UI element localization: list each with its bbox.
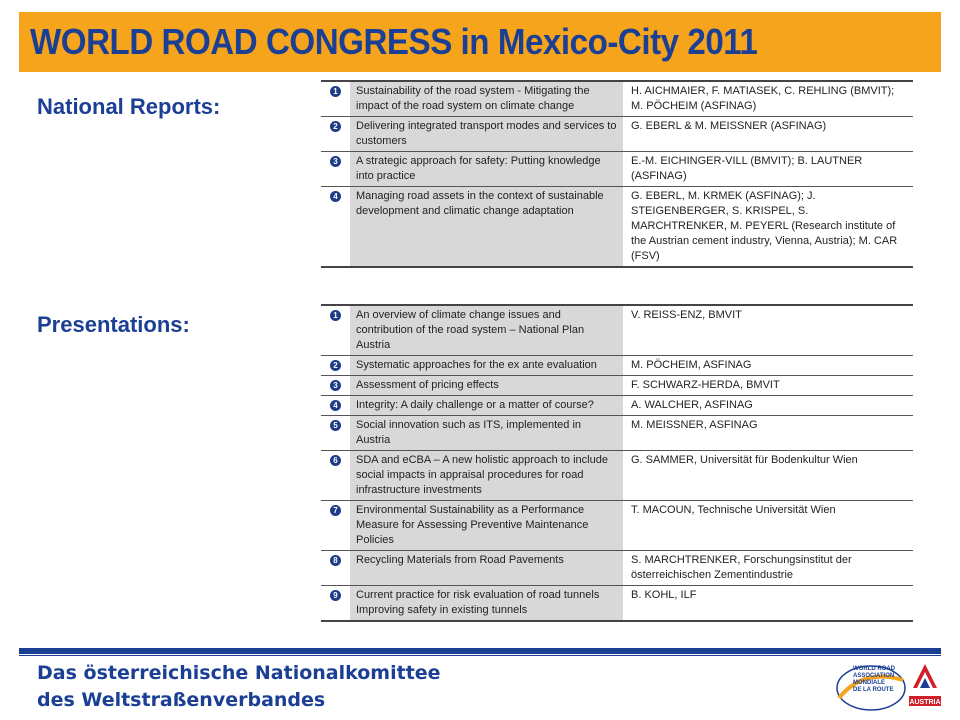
- logo-text-3: MONDIALE: [853, 680, 885, 686]
- report-row: [321, 82, 913, 117]
- author-cell: M. PÖCHEIM, ASFINAG: [631, 359, 752, 371]
- author-cell: S. MARCHTRENKER, Forschungsinstitut der österreichischen Zementindustrie: [631, 554, 852, 581]
- presentation-row: [321, 306, 913, 356]
- national-reports-label: National Reports:: [37, 94, 221, 119]
- presentation-row: [321, 551, 913, 586]
- row-number-cell: [321, 117, 350, 151]
- topic-cell: Sustainability of the road system - Mitigating the impact of the road system on climate change: [350, 82, 623, 116]
- row-number-cell: [321, 82, 350, 116]
- topic-cell: Systematic approaches for the ex ante evaluation: [350, 356, 623, 375]
- title-bar: [19, 12, 941, 72]
- row-number-cell: [321, 187, 350, 266]
- footer-line-1: Das österreichische Nationalkomittee: [37, 662, 441, 684]
- presentations-label: Presentations:: [37, 312, 190, 337]
- logo-text-4: DE LA ROUTE: [853, 687, 894, 693]
- austria-label: AUSTRIA: [909, 699, 941, 706]
- presentation-row: [321, 501, 913, 551]
- topic-cell: An overview of climate change issues and contribution of the road system – National Plan Austria: [350, 306, 623, 355]
- topic-cell: Assessment of pricing effects: [350, 376, 623, 395]
- author-cell: B. KOHL, ILF: [631, 589, 697, 601]
- presentation-row: [321, 451, 913, 501]
- row-number-cell: [321, 356, 350, 375]
- row-number-cell: [321, 152, 350, 186]
- row-number-badge: 3: [330, 156, 341, 167]
- topic-cell: SDA and eCBA – A new holistic approach to include social impacts in appraisal procedures for road infrastructure investments: [350, 451, 623, 500]
- row-number-badge: 9: [330, 590, 341, 601]
- logo-text-1: WORLD ROAD: [853, 666, 895, 672]
- topic-cell: Integrity: A daily challenge or a matter of course?: [350, 396, 623, 415]
- row-number-cell: [321, 416, 350, 450]
- footer-org-name: [37, 660, 441, 714]
- row-number-badge: 5: [330, 420, 341, 431]
- author-cell: E.-M. EICHINGER-VILL (BMVIT); B. LAUTNER (ASFINAG): [631, 155, 863, 182]
- topic-cell: A strategic approach for safety: Putting knowledge into practice: [350, 152, 623, 186]
- author-cell: F. SCHWARZ-HERDA, BMVIT: [631, 379, 780, 391]
- row-number-badge: 2: [330, 360, 341, 371]
- author-cell: T. MACOUN, Technische Universität Wien: [631, 504, 836, 516]
- report-row: [321, 152, 913, 187]
- topic-cell: Social innovation such as ITS, implemented in Austria: [350, 416, 623, 450]
- logo-text-2: ASSOCIATION: [853, 673, 895, 679]
- logo-graphic: [833, 658, 943, 714]
- row-number-badge: 7: [330, 505, 341, 516]
- author-cell: M. MEISSNER, ASFINAG: [631, 419, 758, 431]
- report-row: [321, 117, 913, 152]
- presentation-row: [321, 396, 913, 416]
- row-number-badge: 1: [330, 86, 341, 97]
- topic-cell: Managing road assets in the context of sustainable development and climatic change adaptation: [350, 187, 623, 266]
- author-cell: H. AICHMAIER, F. MATIASEK, C. REHLING (BMVIT); M. PÖCHEIM (ASFINAG): [631, 85, 895, 112]
- topic-cell: Delivering integrated transport modes and services to customers: [350, 117, 623, 151]
- page-title: WORLD ROAD CONGRESS in Mexico-City 2011: [30, 21, 758, 62]
- presentation-row: [321, 356, 913, 376]
- row-number-cell: [321, 501, 350, 550]
- row-number-badge: 6: [330, 455, 341, 466]
- row-number-badge: 8: [330, 555, 341, 566]
- presentation-row: [321, 586, 913, 620]
- presentations-table: [321, 304, 913, 622]
- presentation-row: [321, 416, 913, 451]
- author-cell: G. EBERL & M. MEISSNER (ASFINAG): [631, 120, 827, 132]
- row-number-badge: 2: [330, 121, 341, 132]
- row-number-cell: [321, 396, 350, 415]
- row-number-cell: [321, 586, 350, 620]
- footer-line-2: des Weltstraßenverbandes: [37, 689, 326, 711]
- report-row: [321, 187, 913, 266]
- row-number-badge: 4: [330, 400, 341, 411]
- row-number-badge: 1: [330, 310, 341, 321]
- row-number-cell: [321, 376, 350, 395]
- topic-cell: Recycling Materials from Road Pavements: [350, 551, 623, 585]
- piarc-austria-logo: [833, 658, 943, 714]
- presentation-row: [321, 376, 913, 396]
- row-number-cell: [321, 306, 350, 355]
- author-cell: A. WALCHER, ASFINAG: [631, 399, 753, 411]
- national-reports-table: [321, 80, 913, 268]
- topic-cell: Environmental Sustainability as a Performance Measure for Assessing Preventive Maintenance Policies: [350, 501, 623, 550]
- row-number-cell: [321, 551, 350, 585]
- author-cell: G. EBERL, M. KRMEK (ASFINAG); J. STEIGENBERGER, S. KRISPEL, S. MARCHTRENKER, M. PEYERL (Research institute of the Austrian cement industry, Vienna, Austria); M. CAR (FSV): [631, 190, 898, 262]
- row-number-cell: [321, 451, 350, 500]
- row-number-badge: 3: [330, 380, 341, 391]
- footer-divider-thin: [19, 655, 941, 656]
- author-cell: V. REISS-ENZ, BMVIT: [631, 309, 742, 321]
- footer-divider: [19, 648, 941, 654]
- author-cell: G. SAMMER, Universität für Bodenkultur Wien: [631, 454, 858, 466]
- row-number-badge: 4: [330, 191, 341, 202]
- topic-cell: Current practice for risk evaluation of road tunnels Improving safety in existing tunnels: [350, 586, 623, 620]
